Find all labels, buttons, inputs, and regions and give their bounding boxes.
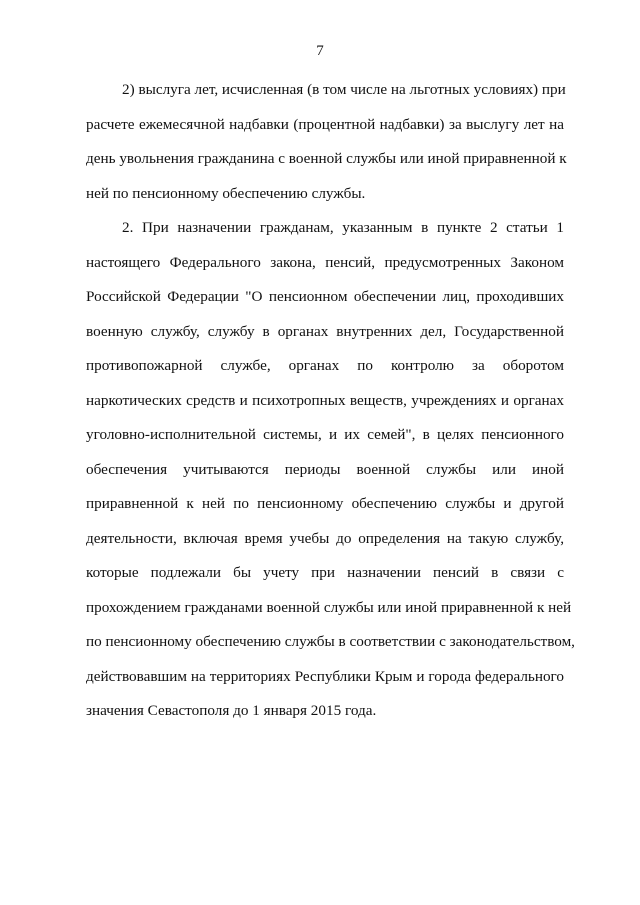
text-line: расчете ежемесячной надбавки (процентной надбавки) за выслугу лет на: [86, 115, 564, 133]
text-line: прохождением гражданами военной службы или иной приравненной к ней: [86, 598, 572, 616]
text-line: Российской Федерации "О пенсионном обеспечении лиц, проходивших: [86, 288, 564, 305]
text-line: приравненной к ней по пенсионному обеспечению службы и другой: [86, 495, 564, 512]
text-line: день увольнения гражданина с военной службы или иной приравненной к: [86, 150, 567, 167]
text-line: 2. При назначении гражданам, указанным в пункте 2 статьи 1: [122, 219, 564, 236]
text-line: деятельности, включая время учебы до определения на такую службу,: [86, 529, 564, 547]
text-line: обеспечения учитываются периоды военной службы или иной: [86, 460, 564, 478]
text-line: значения Севастополя до 1 января 2015 года.: [86, 702, 377, 719]
text-line: военную службу, службу в органах внутренних дел, Государственной: [86, 322, 564, 340]
text-line: по пенсионному обеспечению службы в соответствии с законодательством,: [86, 633, 575, 650]
text-line: противопожарной службе, органах по контролю за оборотом: [86, 357, 564, 374]
text-line: 2) выслуга лет, исчисленная (в том числе на льготных условиях) при: [122, 81, 566, 98]
document-body: [86, 73, 575, 729]
text-line: уголовно-исполнительной системы, и их семей", в целях пенсионного: [86, 426, 564, 443]
paragraph-seniority: [86, 73, 567, 211]
text-line: которые подлежали бы учету при назначении пенсий в связи с: [86, 564, 564, 581]
text-line: наркотических средств и психотропных веществ, учреждениях и органах: [86, 391, 564, 409]
text-line: ней по пенсионному обеспечению службы.: [86, 184, 366, 202]
text-line: настоящего Федерального закона, пенсий, предусмотренных Законом: [86, 253, 564, 271]
text-line: действовавшим на территориях Республики Крым и города федерального: [86, 667, 564, 685]
paragraph-pension-assignment: [86, 211, 575, 729]
page-number: 7: [316, 43, 324, 59]
